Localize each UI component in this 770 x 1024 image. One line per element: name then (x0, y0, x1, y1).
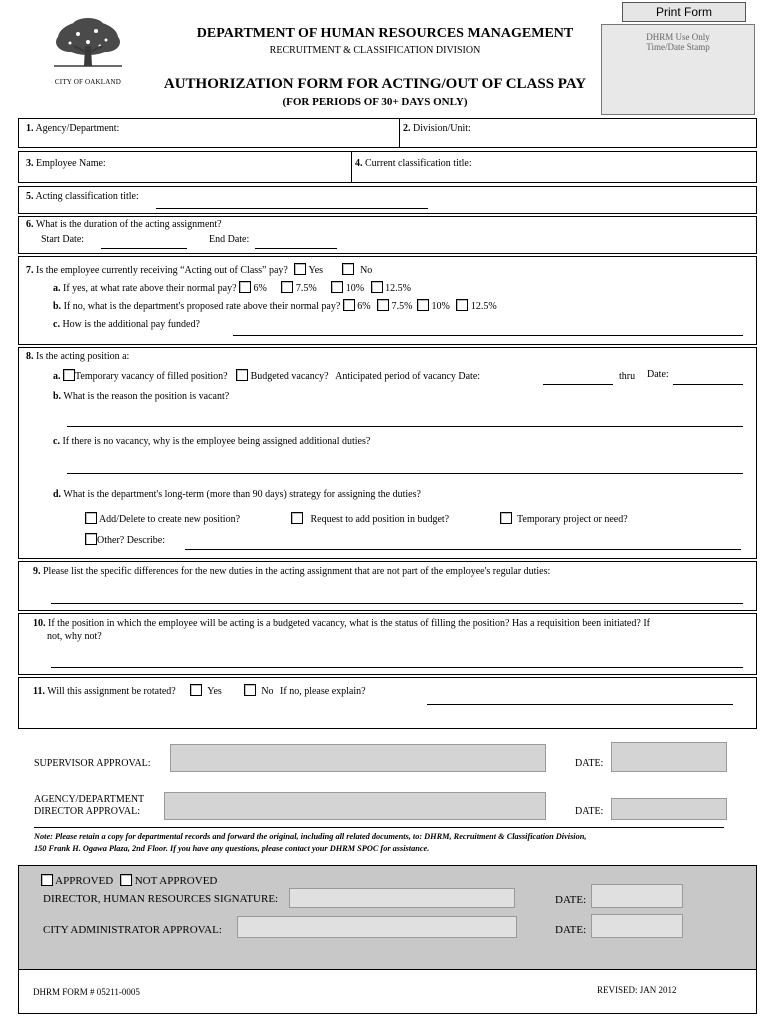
row-rotated (18, 677, 757, 729)
q8b-line[interactable] (67, 426, 743, 427)
city-admin-date-label: DATE: (555, 924, 587, 936)
agency-approval-label-2: DIRECTOR APPROVAL: (34, 806, 141, 817)
city-admin-date-field[interactable] (591, 914, 683, 938)
q8d-other-line[interactable] (185, 549, 741, 550)
form-subtitle: (FOR PERIODS OF 30+ DAYS ONLY) (282, 96, 468, 108)
q8: 8. Is the acting position a: (26, 351, 130, 362)
q4: 4. Current classification title: (355, 158, 472, 169)
q7c-line[interactable] (233, 335, 743, 336)
end-date-label: End Date: (209, 234, 250, 245)
q11-no-checkbox[interactable] (244, 684, 256, 696)
note-line2: 150 Frank H. Ogawa Plaza, 2nd Floor. If you have any questions, please contact your DHRM SPOC for assistance. (34, 844, 430, 853)
row-employee-class (18, 151, 757, 183)
q7: 7. Is the employee currently receiving “Acting out of Class” pay? Yes No (26, 265, 373, 276)
q7a: a. If yes, at what rate above their normal pay? 6% 7.5% 10% 12.5% (53, 283, 411, 294)
q7-no-checkbox[interactable] (342, 263, 354, 275)
division-subtitle: RECRUITMENT & CLASSIFICATION DIVISION (269, 45, 481, 56)
q8a-budgeted-checkbox[interactable] (236, 369, 248, 381)
acting-title-line[interactable] (156, 208, 428, 209)
note-divider (34, 827, 724, 828)
row-acting-position (18, 347, 757, 559)
not-approved-checkbox[interactable] (120, 874, 132, 886)
q7a-10-checkbox[interactable] (331, 281, 343, 293)
q8d-temporary-project-checkbox[interactable] (500, 512, 512, 524)
q6: 6. What is the duration of the acting assignment? (26, 219, 222, 230)
q9: 9. Please list the specific differences for the new duties in the acting assignment that are not part of the employee's regular duties: (33, 566, 551, 577)
row-budgeted-vacancy (18, 613, 757, 675)
row-acting-pay (18, 256, 757, 345)
q8a-temporary-checkbox[interactable] (63, 369, 75, 381)
note-line1: Note: Please retain a copy for departmental records and forward the original, including all related documents, to: DHRM, Recruitment & Classification Division, (34, 832, 587, 841)
q7b-7.5-checkbox[interactable] (377, 299, 389, 311)
end-date-line[interactable] (255, 248, 337, 249)
oak-tree-icon (48, 16, 128, 72)
q11-yes-checkbox[interactable] (190, 684, 202, 696)
city-logo (48, 16, 128, 84)
q8d-opt2: Request to add position in budget? (291, 512, 449, 525)
q8d-add-delete-checkbox[interactable] (85, 512, 97, 524)
q8a-to-date-line[interactable] (673, 384, 743, 385)
logo-caption: CITY OF OAKLAND (54, 78, 122, 86)
q7b-10-checkbox[interactable] (417, 299, 429, 311)
q8a-from-date-line[interactable] (543, 384, 613, 385)
row-duration (18, 216, 757, 254)
dept-title: DEPARTMENT OF HUMAN RESOURCES MANAGEMENT (196, 26, 574, 41)
stamp-line2: Time/Date Stamp (646, 42, 710, 52)
supervisor-date-field[interactable] (611, 742, 727, 772)
director-date-label: DATE: (575, 806, 604, 817)
q8d: d. What is the department's long-term (more than 90 days) strategy for assigning the duties? (53, 489, 421, 500)
q9-line[interactable] (51, 603, 743, 604)
q8d-budget-request-checkbox[interactable] (291, 512, 303, 524)
q8d-opt3: Temporary project or need? (500, 512, 628, 525)
q11: 11. Will this assignment be rotated? Yes No If no, please explain? (33, 686, 366, 697)
q1: 1. Agency/Department: (26, 123, 120, 134)
director-signature-date-field[interactable] (591, 884, 683, 908)
start-date-label: Start Date: (41, 234, 85, 245)
city-admin-label: CITY ADMINISTRATOR APPROVAL: (43, 924, 222, 936)
q7a-12.5-checkbox[interactable] (371, 281, 383, 293)
q11-explain-line[interactable] (427, 704, 733, 705)
q2: 2. Division/Unit: (403, 123, 471, 134)
revised-date: REVISED: JAN 2012 (597, 985, 677, 995)
q10-line2: not, why not? (47, 631, 102, 642)
q5: 5. Acting classification title: (26, 191, 139, 202)
q7b-6-checkbox[interactable] (343, 299, 355, 311)
q8d-opt1: Add/Delete to create new position? (85, 512, 240, 525)
q8a-date-label: Date: (647, 369, 669, 380)
director-signature-date-label: DATE: (555, 894, 587, 906)
approved-checkbox[interactable] (41, 874, 53, 886)
q8a-thru: thru (619, 371, 636, 382)
agency-approval-label-1: AGENCY/DEPARTMENT (34, 794, 145, 805)
stamp-line1: DHRM Use Only (646, 32, 710, 42)
q8d-opt4: Other? Describe: (85, 533, 165, 546)
q8b: b. What is the reason the position is vacant? (53, 391, 230, 402)
print-form-button[interactable]: Print Form (622, 2, 746, 22)
q7b-12.5-checkbox[interactable] (456, 299, 468, 311)
row-agency-division (18, 118, 757, 148)
row-differences (18, 561, 757, 611)
approval-options: APPROVED NOT APPROVED (41, 874, 217, 887)
supervisor-approval-field[interactable] (170, 744, 546, 772)
q7c: c. How is the additional pay funded? (53, 319, 200, 330)
q8a: a. Temporary vacancy of filled position? Budgeted vacancy? Anticipated period of vacancy Date: (53, 371, 481, 382)
q7-yes-checkbox[interactable] (294, 263, 306, 275)
form-number: DHRM FORM # 05211-0005 (33, 987, 140, 997)
director-approval-field[interactable] (164, 792, 546, 820)
form-title: AUTHORIZATION FORM FOR ACTING/OUT OF CLASS PAY (163, 76, 587, 92)
q8d-other-checkbox[interactable] (85, 533, 97, 545)
director-date-field[interactable] (611, 798, 727, 820)
director-signature-field[interactable] (289, 888, 515, 908)
q7b: b. If no, what is the department's proposed rate above their normal pay? 6% 7.5% 10% 12.5% (53, 301, 497, 312)
start-date-line[interactable] (101, 248, 187, 249)
footer-box (18, 970, 757, 1014)
dhrm-approval-box (18, 865, 757, 970)
q7a-7.5-checkbox[interactable] (281, 281, 293, 293)
city-admin-field[interactable] (237, 916, 517, 938)
supervisor-date-label: DATE: (575, 758, 604, 769)
q10-line[interactable] (51, 667, 743, 668)
supervisor-approval-label: SUPERVISOR APPROVAL: (34, 758, 151, 769)
q10: 10. If the position in which the employee will be acting is a budgeted vacancy, what is the status of filling the position? Has a requisition been initiated? If (33, 618, 650, 629)
director-signature-label: DIRECTOR, HUMAN RESOURCES SIGNATURE: (43, 893, 279, 905)
row-acting-title (18, 186, 757, 214)
q3: 3. Employee Name: (26, 158, 106, 169)
q8c: c. If there is no vacancy, why is the employee being assigned additional duties? (53, 436, 371, 447)
q7a-6-checkbox[interactable] (239, 281, 251, 293)
q8c-line[interactable] (67, 473, 743, 474)
